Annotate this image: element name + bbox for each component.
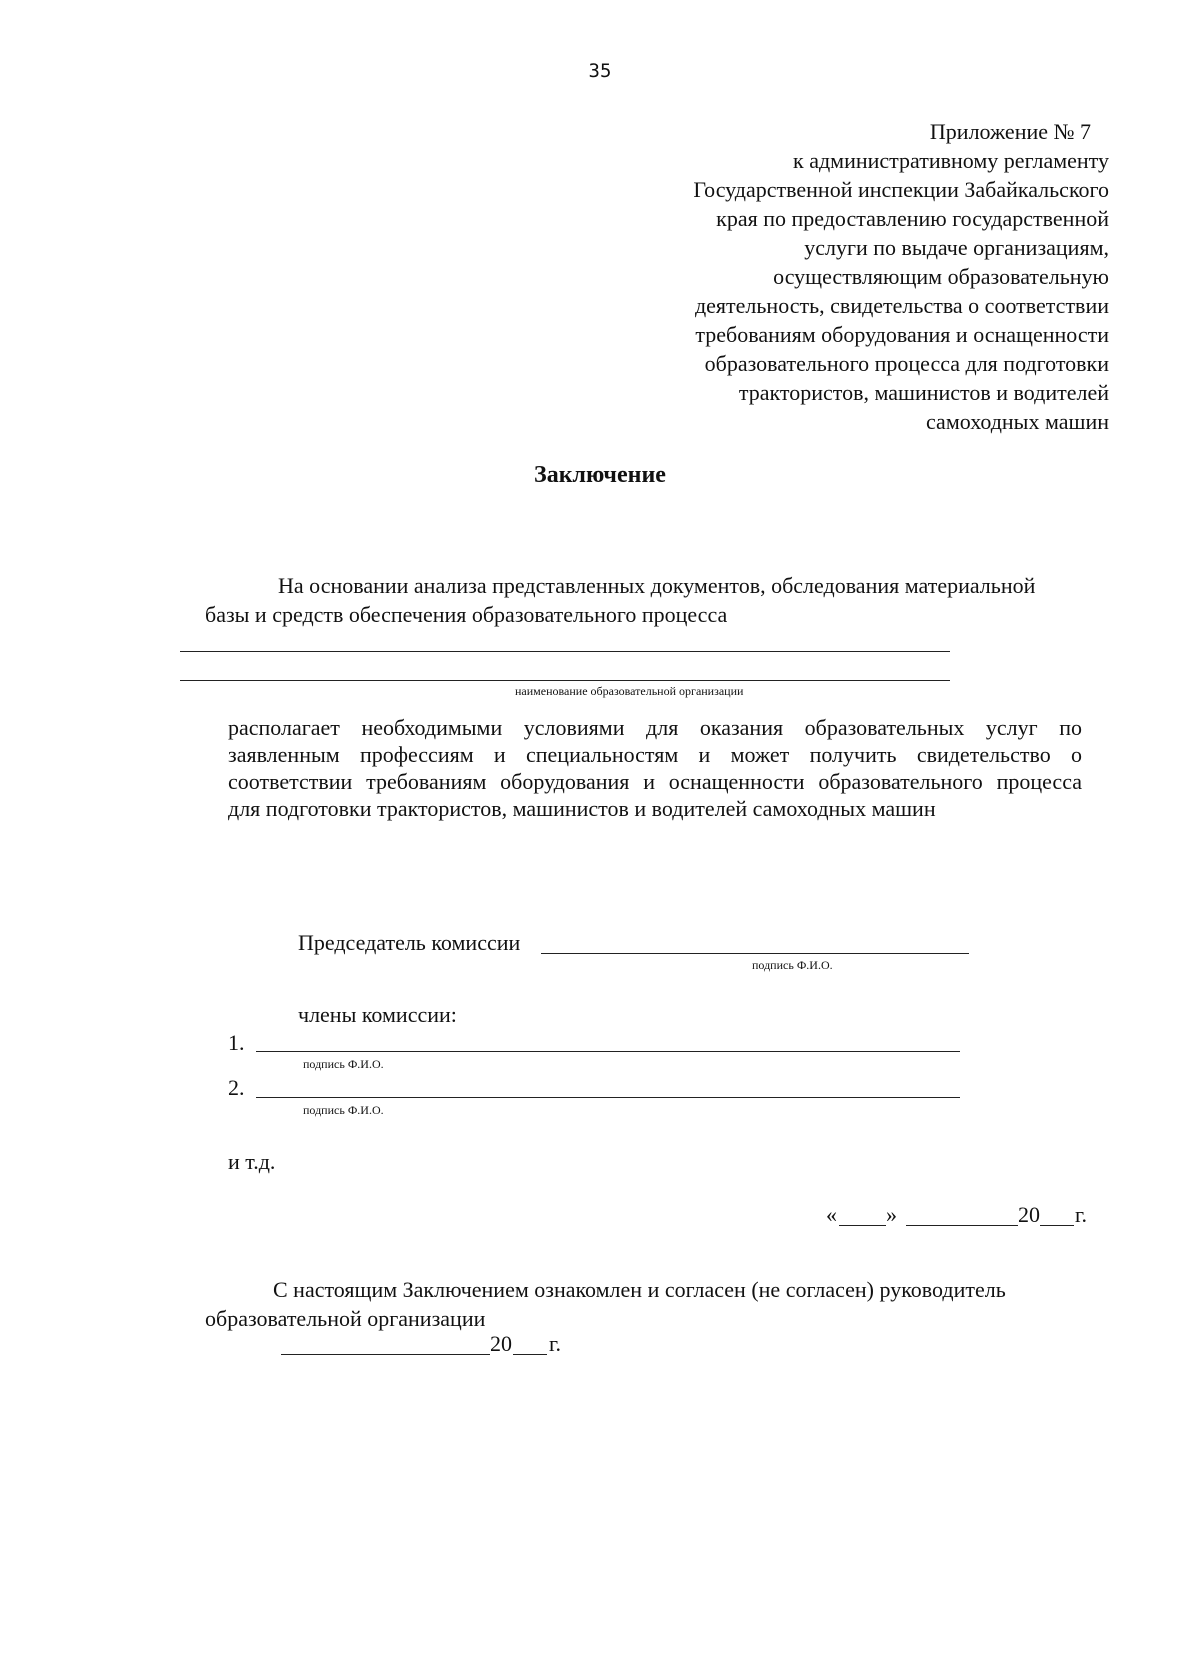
member-number: 2. <box>228 1075 245 1100</box>
chairman-signature-caption: подпись Ф.И.О. <box>752 958 833 972</box>
acknowledgement-paragraph <box>205 1275 1085 1333</box>
body-line: соответствии требованиям оборудования и оснащенности образовательного процесса <box>228 769 1082 794</box>
appendix-line: края по предоставлению государственной <box>716 206 1109 231</box>
chairman-label: Председатель комиссии <box>298 930 521 955</box>
date-year-prefix: 20 <box>1018 1202 1040 1227</box>
appendix-line: к административному регламенту <box>793 148 1109 173</box>
appendix-line: услуги по выдаче организациям, <box>804 235 1109 260</box>
appendix-header <box>589 117 1109 436</box>
acknowledgement-year-prefix: 20 <box>490 1331 512 1356</box>
intro-line: базы и средств обеспечения образовательного процесса <box>205 602 728 627</box>
page-number: 35 <box>588 60 612 82</box>
org-name-line <box>180 651 950 652</box>
appendix-line: осуществляющим образовательную <box>773 264 1109 289</box>
body-paragraph <box>228 714 1082 822</box>
member-number: 1. <box>228 1030 245 1055</box>
body-line: заявленным профессиям и специальностям и может получить свидетельство о <box>228 742 1082 767</box>
document-title: Заключение <box>534 462 666 488</box>
date-year-line <box>1040 1225 1074 1226</box>
member-signature-caption: подпись Ф.И.О. <box>303 1057 384 1071</box>
org-name-line <box>180 680 950 681</box>
appendix-line: требованиям оборудования и оснащенности <box>695 322 1109 347</box>
etc-text: и т.д. <box>228 1149 276 1174</box>
acknowledgement-line: С настоящим Заключением ознакомлен и согласен (не согласен) руководитель <box>273 1277 1006 1302</box>
date-month-line <box>906 1225 1018 1226</box>
appendix-line: деятельность, свидетельства о соответствии <box>694 293 1109 318</box>
appendix-line: самоходных машин <box>926 409 1109 434</box>
acknowledgement-year-line <box>513 1354 547 1355</box>
date-day-line <box>839 1225 886 1226</box>
acknowledgement-date-line <box>281 1354 490 1355</box>
date-close-quote: » <box>886 1202 897 1227</box>
body-line: для подготовки трактористов, машинистов и водителей самоходных машин <box>228 796 936 821</box>
acknowledgement-year-suffix: г. <box>549 1331 562 1356</box>
appendix-line: Приложение № 7 <box>929 119 1091 144</box>
date-year-suffix: г. <box>1075 1202 1088 1227</box>
intro-line: На основании анализа представленных документов, обследования материальной <box>278 573 1036 598</box>
appendix-line: трактористов, машинистов и водителей <box>738 380 1109 405</box>
appendix-line: Государственной инспекции Забайкальского <box>693 177 1109 202</box>
acknowledgement-line: образовательной организации <box>205 1306 486 1331</box>
intro-paragraph <box>205 571 1085 629</box>
members-label: члены комиссии: <box>298 1002 457 1027</box>
chairman-signature-line <box>541 953 969 954</box>
org-name-caption: наименование образовательной организации <box>515 684 744 698</box>
member-signature-caption: подпись Ф.И.О. <box>303 1103 384 1117</box>
date-open-quote: « <box>826 1202 837 1227</box>
body-line: располагает необходимыми условиями для оказания образовательных услуг по <box>228 715 1082 740</box>
appendix-line: образовательного процесса для подготовки <box>704 351 1109 376</box>
member-signature-line <box>256 1097 960 1098</box>
member-signature-line <box>256 1051 960 1052</box>
